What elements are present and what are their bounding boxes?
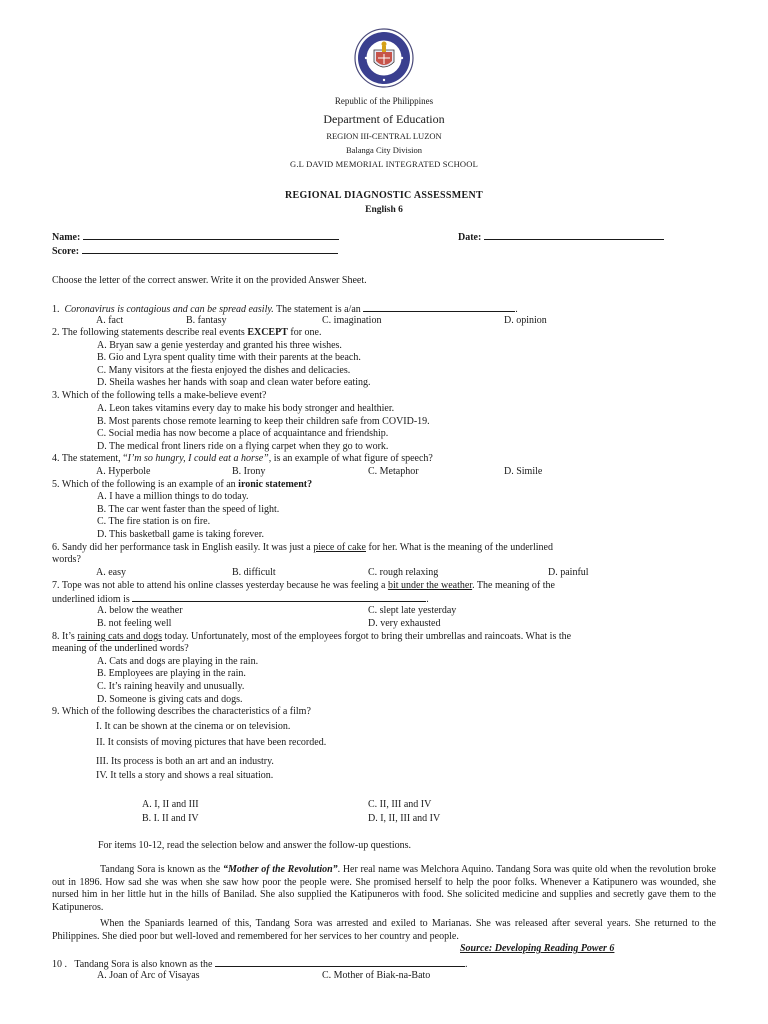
question-6: 6. Sandy did her performance task in English easily. It was just a piece of cake for her. What is the meaning of the underlined	[52, 542, 553, 553]
question-10: 10 . Tandang Sora is also known as the .	[52, 959, 468, 970]
school-line: G.L DAVID MEMORIAL INTEGRATED SCHOOL	[290, 159, 478, 169]
q4-option-a[interactable]: A. Hyperbole	[96, 466, 151, 477]
q8-option-a[interactable]: A. Cats and dogs are playing in the rain.	[97, 656, 259, 667]
q4-option-d[interactable]: D. Simile	[504, 466, 543, 477]
date-label: Date:	[458, 230, 664, 244]
q3-option-b[interactable]: B. Most parents chose remote learning to keep their children safe from COVID-19.	[97, 416, 430, 427]
question-7: 7. Tope was not able to attend his online classes yesterday because he was feeling a bit under the weather. The meaning of the	[52, 580, 555, 591]
q7-option-b[interactable]: B. not feeling well	[97, 618, 172, 629]
q9-statement-iv: IV. It tells a story and shows a real situation.	[96, 770, 274, 781]
score-line[interactable]	[82, 244, 338, 254]
q3-option-d[interactable]: D. The medical front liners ride on a flying carpet when they go to work.	[97, 441, 389, 452]
question-7-cont: underlined idiom is .	[52, 594, 429, 605]
name-label: Name:	[52, 230, 339, 244]
q2-option-c[interactable]: C. Many visitors at the fiesta enjoyed the dishes and delicacies.	[97, 365, 351, 376]
q6-option-a[interactable]: A. easy	[96, 567, 126, 578]
q3-option-c[interactable]: C. Social media has now become a place of acquaintance and friendship.	[97, 428, 389, 439]
question-3: 3. Which of the following tells a make-believe event?	[52, 390, 267, 401]
q9-option-d[interactable]: D. I, II, III and IV	[368, 813, 441, 824]
q1-option-b[interactable]: B. fantasy	[186, 315, 227, 326]
q9-option-a[interactable]: A. I, II and III	[142, 799, 199, 810]
name-line[interactable]	[83, 230, 339, 240]
q9-option-b[interactable]: B. I. II and IV	[142, 813, 199, 824]
q9-statement-ii: II. It consists of moving pictures that have been recorded.	[96, 737, 327, 748]
department-line: Department of Education	[323, 112, 445, 126]
question-5: 5. Which of the following is an example of an ironic statement?	[52, 479, 313, 490]
q5-option-c[interactable]: C. The fire station is on fire.	[97, 516, 211, 527]
q3-option-a[interactable]: A. Leon takes vitamins every day to make his body stronger and healthier.	[97, 403, 395, 414]
q1-option-d[interactable]: D. opinion	[504, 315, 547, 326]
deped-seal-logo	[354, 28, 414, 88]
country-line: Republic of the Philippines	[334, 96, 434, 106]
q8-option-c[interactable]: C. It’s raining heavily and unusually.	[97, 681, 245, 692]
question-4: 4. The statement, “I’m so hungry, I could eat a horse”, is an example of what figure of speech?	[52, 453, 433, 464]
q1-option-c[interactable]: C. imagination	[322, 315, 382, 326]
passage-paragraph-2: When the Spaniards learned of this, Tandang Sora was arrested and exiled to Marianas. She was released after several years. She returned to the Philippines. She died poor but well-loved and remembered for her services to her country and people.	[52, 918, 716, 942]
q2-option-b[interactable]: B. Gio and Lyra spent quality time with their parents at the beach.	[97, 352, 361, 363]
assessment-title: REGIONAL DIAGNOSTIC ASSESSMENT	[285, 190, 483, 201]
q9-option-c[interactable]: C. II, III and IV	[368, 799, 432, 810]
q10-option-a[interactable]: A. Joan of Arc of Visayas	[97, 970, 200, 981]
passage-paragraph-1: Tandang Sora is known as the “Mother of the Revolution”. Her real name was Melchora Aquino. Tandang Sora was quite old when the revolution broke out in 1896. How sad she was when she saw how poor the people were. She promised herself to help the poor folks. Whenever a Katipunero was wounded, she nursed him in her little hut in the hills of Banilad. She also supplied the Katipuneros with food. She solicited medicine and supplies and secretly gave them to the Katipuneros.	[52, 864, 716, 913]
q6-option-d[interactable]: D. painful	[548, 567, 589, 578]
question-2: 2. The following statements describe real events EXCEPT for one.	[52, 327, 322, 338]
q6-option-c[interactable]: C. rough relaxing	[368, 567, 439, 578]
q10-option-c[interactable]: C. Mother of Biak-na-Bato	[322, 970, 431, 981]
q1-option-a[interactable]: A. fact	[96, 315, 124, 326]
instructions: Choose the letter of the correct answer. Write it on the provided Answer Sheet.	[52, 275, 367, 286]
region-line: REGION III-CENTRAL LUZON	[326, 131, 442, 141]
q4-option-c[interactable]: C. Metaphor	[368, 466, 419, 477]
question-8: 8. It’s raining cats and dogs today. Unfortunately, most of the employees forgot to bring their umbrellas and raincoats. What is the	[52, 631, 572, 642]
division-line: Balanga City Division	[345, 145, 423, 155]
q2-option-a[interactable]: A. Bryan saw a genie yesterday and granted his three wishes.	[97, 340, 342, 351]
question-9: 9. Which of the following describes the characteristics of a film?	[52, 706, 311, 717]
q5-option-b[interactable]: B. The car went faster than the speed of light.	[97, 504, 280, 515]
q7-option-d[interactable]: D. very exhausted	[368, 618, 441, 629]
q9-statement-iii: III. Its process is both an art and an industry.	[96, 756, 274, 767]
passage-source: Source: Developing Reading Power 6	[460, 943, 615, 954]
q8-option-d[interactable]: D. Someone is giving cats and dogs.	[97, 694, 243, 705]
question-8-cont: meaning of the underlined words?	[52, 643, 189, 654]
q9-statement-i: I. It can be shown at the cinema or on television.	[96, 721, 291, 732]
q8-option-b[interactable]: B. Employees are playing in the rain.	[97, 668, 246, 679]
passage-intro: For items 10-12, read the selection below and answer the follow-up questions.	[98, 840, 411, 851]
q2-option-d[interactable]: D. Sheila washes her hands with soap and clean water before eating.	[97, 377, 371, 388]
question-1: 1. Coronavirus is contagious and can be spread easily. The statement is a/an .	[52, 304, 518, 315]
question-6-cont: words?	[52, 554, 81, 565]
q7-option-c[interactable]: C. slept late yesterday	[368, 605, 457, 616]
q4-option-b[interactable]: B. Irony	[232, 466, 266, 477]
date-line[interactable]	[484, 230, 664, 240]
q5-option-a[interactable]: A. I have a million things to do today.	[97, 491, 249, 502]
q7-option-a[interactable]: A. below the weather	[97, 605, 183, 616]
q5-option-d[interactable]: D. This basketball game is taking forever.	[97, 529, 264, 540]
q6-option-b[interactable]: B. difficult	[232, 567, 276, 578]
assessment-subject: English 6	[365, 205, 403, 215]
score-label: Score:	[52, 244, 338, 258]
